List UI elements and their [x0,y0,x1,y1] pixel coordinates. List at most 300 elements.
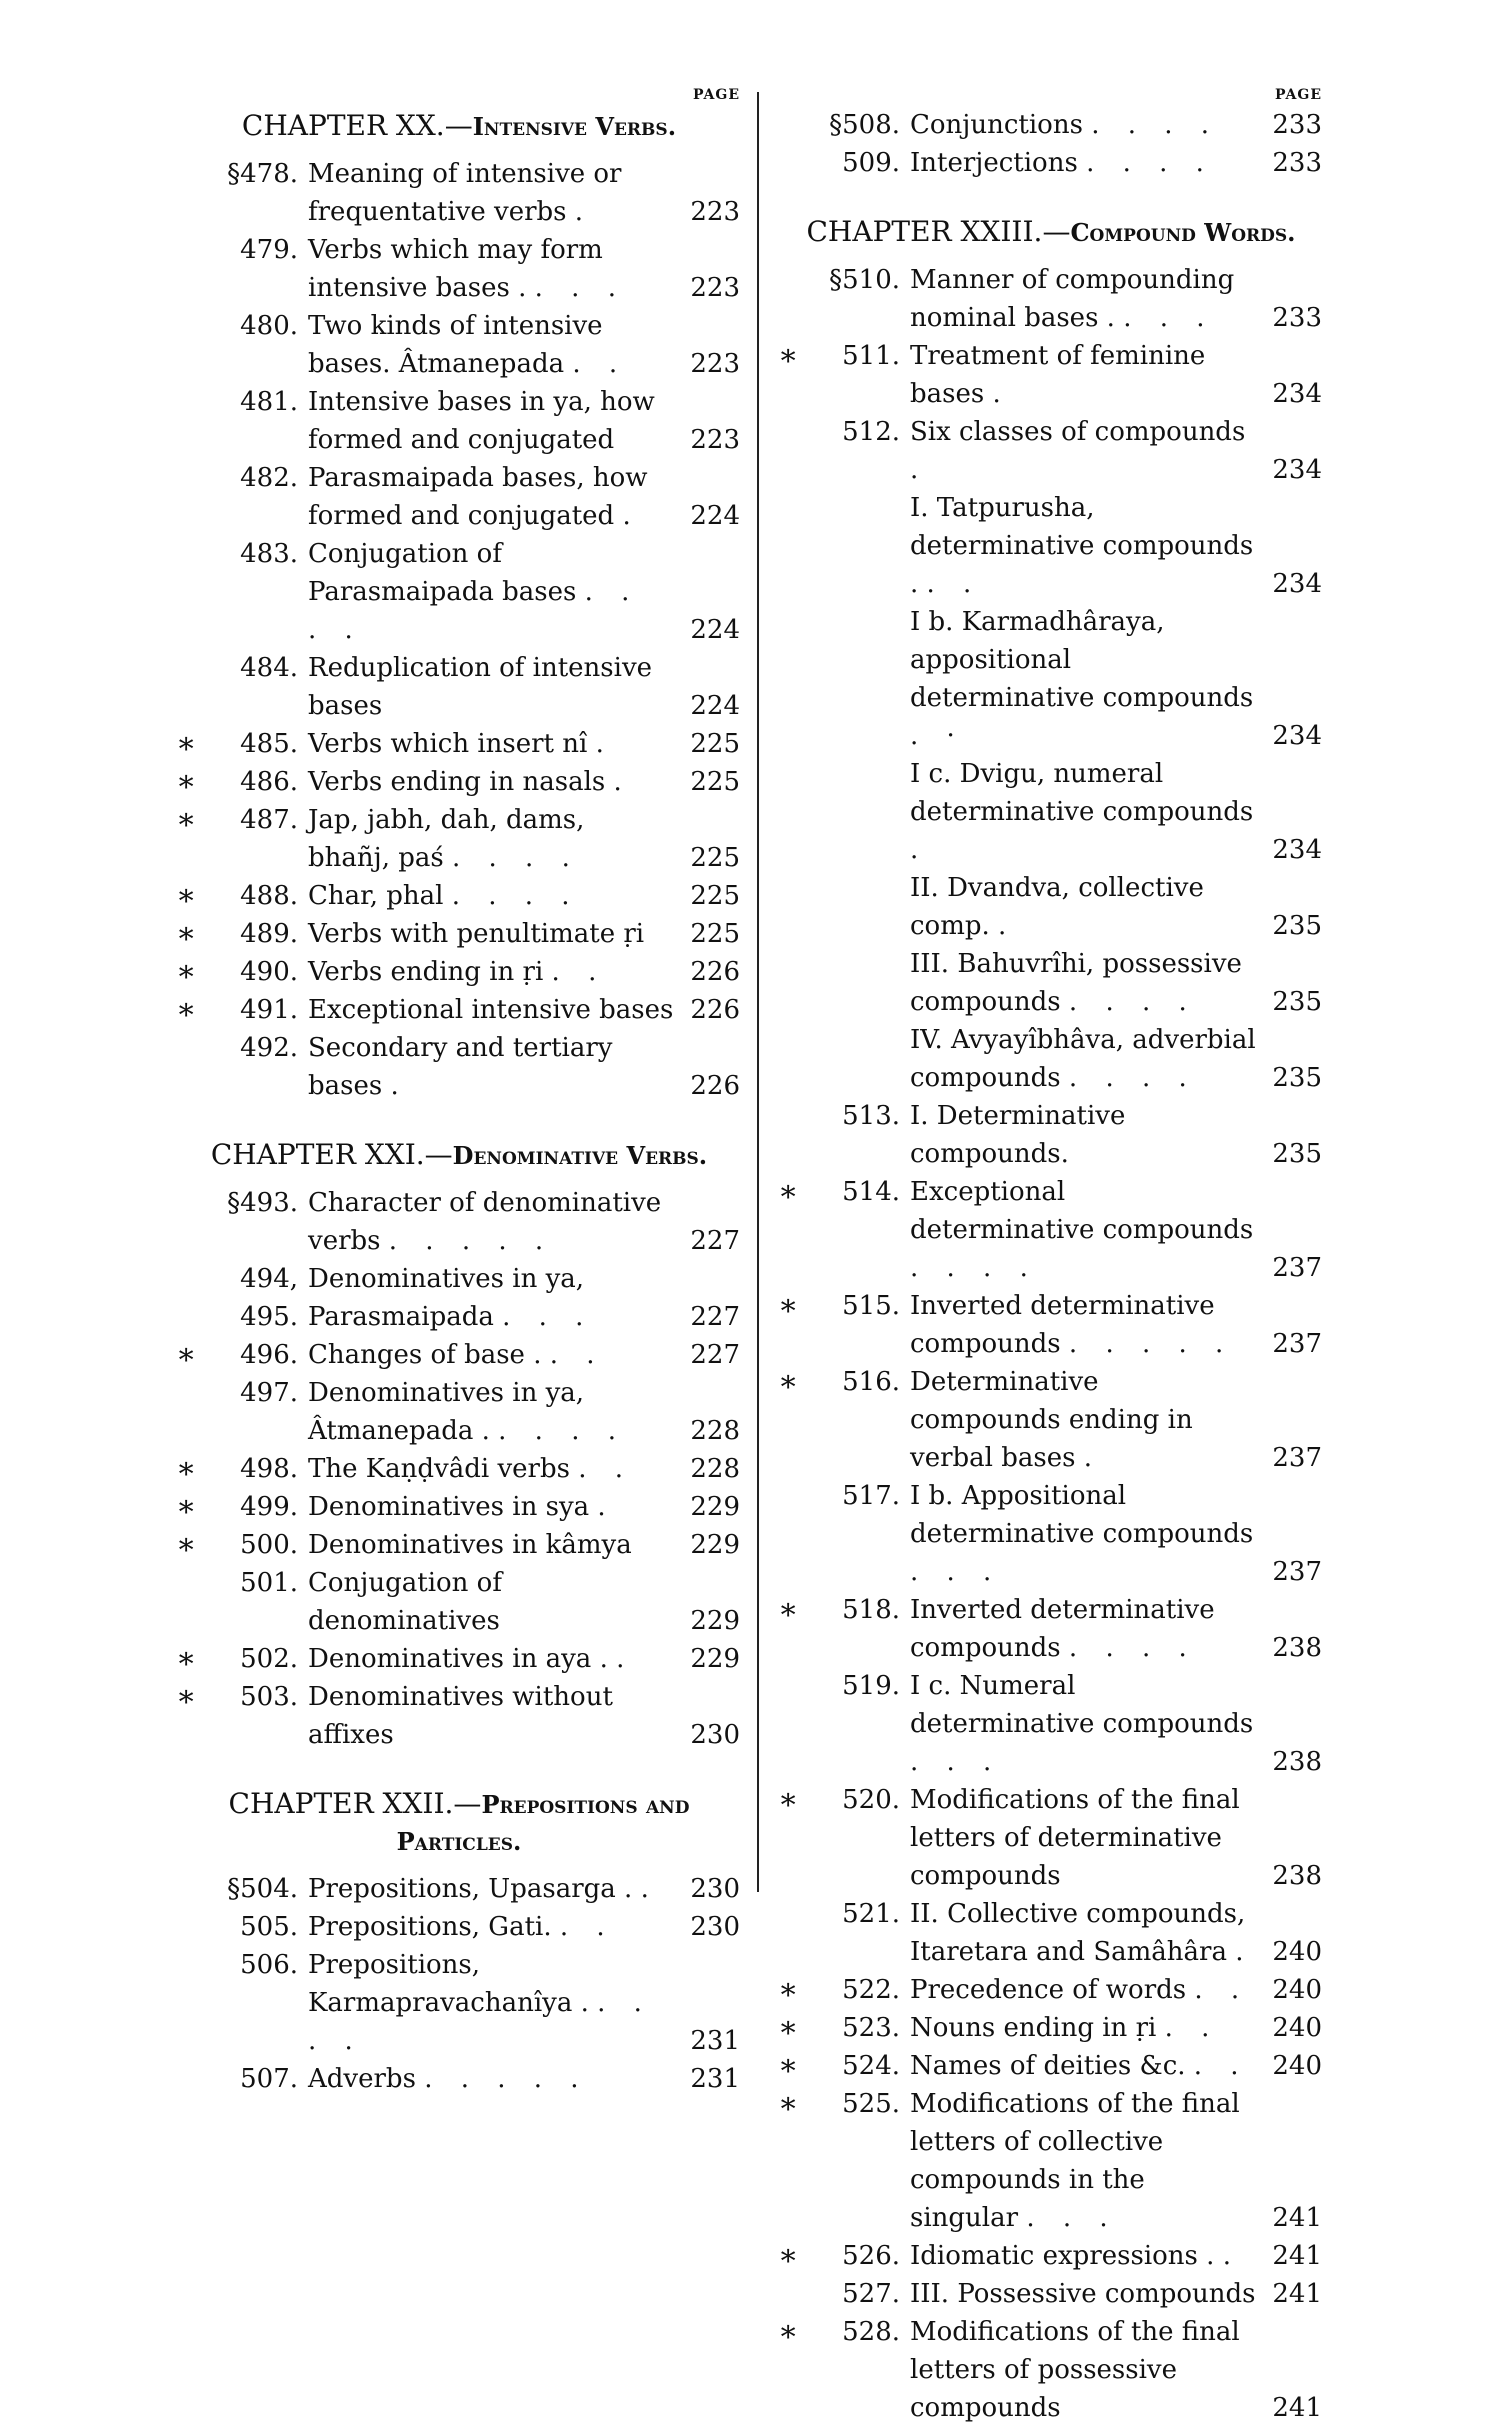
section-number: 483. [240,539,298,569]
section-number: 509. [842,148,900,178]
leader-dots: . . . . [498,1416,626,1446]
entry-title: Treatment of feminine bases . [910,341,1206,409]
toc-entry [178,991,740,1029]
asterisk-marker: ∗ [176,878,197,913]
entry-title: Determinative compounds ending in verbal bases [910,1367,1193,1473]
section-number: 517. [842,1481,900,1511]
leader-dots: . [616,1644,635,1674]
entry-title: Jap, jabh, dah, dams, bhañj, paś [308,805,585,873]
asterisk-marker: ∗ [778,1364,799,1399]
section-number: 512. [842,417,900,447]
section-number: 502. [240,1644,298,1674]
entry-text-block [308,1488,674,1526]
page-number: 230 [690,1912,740,1942]
page-number: 223 [690,425,740,455]
leader-dots: . . . . [1086,148,1214,178]
toc-entry [178,307,740,383]
subentry [780,603,1322,755]
entry-title: I. Tatpurusha, determinative compounds . [910,493,1254,599]
entry-title: Secondary and tertiary bases . [308,1033,613,1101]
chapter-heading [178,1786,740,1860]
entry-title: II. Collective compounds, Itaretara and Samâhâra . [910,1899,1246,1967]
entry-title: Nouns ending in ṛi [910,2013,1157,2043]
entry-text-block [308,155,674,231]
toc-entry [178,877,740,915]
entry-text-block [308,1870,674,1908]
leader-dots: . . . . [1091,110,1220,140]
leader-dots: . . . . . [388,1226,554,1256]
entry-title: Six classes of compounds [910,417,1246,447]
entry-text-block [308,649,674,725]
leader-dots: . · [910,721,965,751]
page-number: 228 [690,1454,740,1484]
chapter-title: CHAPTER XXIII.— [806,215,1071,248]
leader-dots: . [1222,2241,1241,2271]
section-number: 523. [842,2013,900,2043]
leader-dots: . [640,1874,659,1904]
page-number: 234 [1272,721,1322,751]
entry-text-block [910,2047,1256,2085]
leader-dots: . [622,501,641,531]
section-number: §504. [227,1874,298,1904]
toc-entry [178,535,740,649]
page-number: 229 [690,1530,740,1560]
section-number: 519. [842,1671,900,1701]
entry-text-block [308,231,674,307]
entry-list [780,1097,1322,2427]
leader-dots: . . . [1026,2203,1118,2233]
entry-title: Modifications of the final letters of collective compounds in the singular [910,2089,1240,2233]
entry-title: Denominatives in sya [308,1492,590,1522]
asterisk-marker: ∗ [778,1782,799,1817]
page-number: 233 [1272,148,1322,178]
entry-title: Reduplication of intensive bases [308,653,653,721]
leader-dots: . . [549,1340,605,1370]
toc-entry [178,915,740,953]
subentry-list [780,489,1322,1097]
page-number: 230 [690,1874,740,1904]
chapter-title: CHAPTER XX.— [241,109,473,142]
subentry [780,945,1322,1021]
entry-list [178,155,740,1105]
toc-entry [780,1363,1322,1477]
chapter-heading [780,214,1322,251]
asterisk-marker: ∗ [778,2048,799,2083]
toc-entry [178,953,740,991]
section-number: §493. [227,1188,298,1218]
page-number: 223 [690,197,740,227]
page-number: 223 [690,273,740,303]
page-number: 240 [1272,2051,1322,2081]
leader-dots: . [574,197,594,227]
entry-text-block [308,2060,674,2098]
section-number: 484. [240,653,298,683]
leader-dots: . . [551,957,607,987]
toc-entry [780,2275,1322,2313]
asterisk-marker: ∗ [176,1451,197,1486]
leader-dots: . . . . . [1068,1329,1234,1359]
page-number: 234 [1272,569,1322,599]
entry-title: Verbs ending in ṛi [308,957,544,987]
section-number: 514. [842,1177,900,1207]
chapter-subtitle: Intensive Verbs. [472,112,677,141]
entry-title: Two kinds of intensive bases. Âtmanepada [308,311,603,379]
asterisk-marker: ∗ [778,1288,799,1323]
page-number: 241 [1272,2393,1322,2423]
entry-text-block [910,261,1256,337]
entry-text-block [308,953,674,991]
section-number: 511. [842,341,900,371]
toc-entry [178,763,740,801]
entry-text-block [308,1029,674,1105]
entry-title: III. Possessive compounds [910,2279,1256,2309]
page-label: PAGE [693,87,740,103]
page-number: 240 [1272,2013,1322,2043]
page-number: 237 [1272,1443,1322,1473]
toc-entry [780,1971,1322,2009]
page-number: 237 [1272,1253,1322,1283]
section-number: 490. [240,957,298,987]
section-number: 492. [240,1033,298,1063]
section-number: 507. [240,2064,298,2094]
page-number: 241 [1272,2241,1322,2271]
leader-dots: . . . . [1068,1063,1197,1093]
section-number: 525. [842,2089,900,2119]
page-number: 229 [690,1492,740,1522]
entry-text-block [308,801,674,877]
entry-text-block [308,1184,674,1260]
toc-entry [178,725,740,763]
entry-title: Verbs with penultimate ṛi [308,919,645,949]
section-number: 515. [842,1291,900,1321]
section-number: §508. [829,110,900,140]
subentry [780,489,1322,603]
entry-title: Interjections [910,148,1078,178]
toc-entry [178,1450,740,1488]
toc-entry [780,1667,1322,1781]
column-divider [757,92,759,1892]
section-number: 503. [240,1682,298,1712]
page-number: 240 [1272,1937,1322,1967]
toc-entry [780,106,1322,144]
section-number: 479. [240,235,298,265]
section-number: 481. [240,387,298,417]
toc-entry [178,1640,740,1678]
page-number: 234 [1272,455,1322,485]
section-number: 506. [240,1950,298,1980]
entry-text-block [308,535,674,649]
leader-dots: . . . . [1068,1633,1197,1663]
section-number: 487. [240,805,298,835]
toc-entry [780,2047,1322,2085]
section-number: 520. [842,1785,900,1815]
entry-text-block [308,383,674,459]
toc-entry [780,1173,1322,1287]
page-number: 224 [690,691,740,721]
entry-text-block [308,307,674,383]
page-number: 235 [1272,987,1322,1017]
entry-list [178,1184,740,1754]
subentry [780,755,1322,869]
asterisk-marker: ∗ [176,726,197,761]
section-number: 485. [240,729,298,759]
entry-title: Denominatives in aya . [308,1644,608,1674]
leader-dots: . [910,455,929,485]
entry-text-block [308,1640,674,1678]
leader-dots: . . [926,569,982,599]
entry-text-block [910,869,1256,945]
chapter-heading [178,1137,740,1174]
toc-entry [178,1184,740,1260]
asterisk-marker: ∗ [176,916,197,951]
asterisk-marker: ∗ [176,1337,197,1372]
page-number: 238 [1272,1633,1322,1663]
section-number: 482. [240,463,298,493]
toc-entry [780,2313,1322,2427]
entry-text-block [308,1946,674,2060]
page-number: 233 [1272,110,1322,140]
page-number: 227 [690,1340,740,1370]
asterisk-marker: ∗ [176,1641,197,1676]
section-number: 498. [240,1454,298,1484]
entry-list [178,1870,740,2098]
leader-dots: . . . [502,1302,594,1332]
asterisk-marker: ∗ [778,1972,799,2007]
page-number: 241 [1272,2279,1322,2309]
entry-text-block [910,2313,1256,2427]
entry-text-block [910,1287,1256,1363]
entry-text-block [308,1450,674,1488]
entry-text-block [910,1781,1256,1895]
entry-text-block [308,877,674,915]
entry-title: Changes of base . [308,1340,542,1370]
page-number: 237 [1272,1329,1322,1359]
entry-title: I c. Dvigu, numeral determinative compounds [910,759,1254,827]
entry-list [780,106,1322,182]
asterisk-marker: ∗ [176,1527,197,1562]
entry-text-block [910,2275,1256,2313]
section-number: 499. [240,1492,298,1522]
entry-title: Precedence of words [910,1975,1187,2005]
entry-title: Modifications of the final letters of possessive compounds [910,2317,1240,2423]
page-number: 225 [690,767,740,797]
page-number: 235 [1272,1063,1322,1093]
entry-text-block [910,1477,1256,1591]
page-number: 238 [1272,1747,1322,1777]
page-label: PAGE [1275,87,1322,103]
page-number: 226 [690,1071,740,1101]
entry-text-block [910,2237,1256,2275]
toc-entry [780,1097,1322,1173]
entry-text-block [308,1678,674,1754]
entry-title: Exceptional determinative compounds [910,1177,1254,1245]
entry-title: II. Dvandva, collective comp. . [910,873,1204,941]
entry-text-block [910,413,1256,489]
section-number: 518. [842,1595,900,1625]
chapter-title: CHAPTER XXI.— [210,1138,453,1171]
entry-title: Prepositions, Karmapravachanîya . [308,1950,589,2018]
entry-text-block [910,489,1256,603]
section-number: 513. [842,1101,900,1131]
section-number: 489. [240,919,298,949]
toc-entry [178,1564,740,1640]
entry-text-block [910,755,1256,869]
entry-text-block [910,337,1256,413]
page-number: 234 [1272,379,1322,409]
entry-title: I b. Appositional determinative compounds [910,1481,1254,1549]
asterisk-marker: ∗ [176,992,197,1027]
section-number: §510. [829,265,900,295]
page-number: 227 [690,1302,740,1332]
leader-dots: . . . . [451,843,580,873]
toc-entry [178,2060,740,2098]
entry-title: Inverted determinative compounds [910,1291,1215,1359]
page-number: 223 [690,349,740,379]
chapter-title: CHAPTER XXII.— [228,1787,482,1820]
entry-title: Names of deities &c. [910,2051,1186,2081]
asterisk-marker: ∗ [778,1174,799,1209]
entry-title: Idiomatic expressions . [910,2241,1215,2271]
section-number: 526. [842,2241,900,2271]
asterisk-marker: ∗ [176,954,197,989]
entry-text-block [910,1097,1256,1173]
toc-entry [178,801,740,877]
entry-text-block [910,603,1256,755]
section-number: 521. [842,1899,900,1929]
entry-title: I b. Karmadhâraya, appositional determinative compounds [910,607,1254,713]
asterisk-marker: ∗ [176,764,197,799]
entry-text-block [308,459,674,535]
toc-entry [780,2009,1322,2047]
entry-title: Manner of compounding nominal bases . [910,265,1235,333]
page-number: 237 [1272,1557,1322,1587]
toc-entry [178,155,740,231]
entry-title: Adverbs [308,2064,416,2094]
toc-entry [780,1895,1322,1971]
page-number: 229 [690,1644,740,1674]
toc-entry [178,649,740,725]
page-number: 238 [1272,1861,1322,1891]
entry-text-block [910,945,1256,1021]
asterisk-marker: ∗ [176,1679,197,1714]
page-number: 235 [1272,911,1322,941]
leader-dots: . . . [910,1557,1002,1587]
entry-title: I c. Numeral determinative compounds [910,1671,1254,1739]
page-number: 241 [1272,2203,1322,2233]
entry-title: Conjugation of Parasmaipada bases [308,539,577,607]
entry-text-block [910,1021,1256,1097]
section-number: 488. [240,881,298,911]
toc-entry [178,1374,740,1450]
toc-entry [178,1336,740,1374]
entry-title: Prepositions, Upasarga . [308,1874,633,1904]
toc-entry [178,231,740,307]
section-number: 500. [240,1530,298,1560]
leader-dots: . [595,729,614,759]
asterisk-marker: ∗ [778,2238,799,2273]
entry-title: Intensive bases in ya, how formed and conjugated [308,387,655,455]
entry-title: Denominatives in ya, Âtmanepada . [308,1378,585,1446]
leader-dots: . . . [910,1747,1002,1777]
section-number: §478. [227,159,298,189]
section-number: 480. [240,311,298,341]
entry-text-block [910,2085,1256,2237]
toc-entry [780,261,1322,337]
page-number: 231 [690,2026,740,2056]
page-number: 233 [1272,303,1322,333]
section-number: 528. [842,2317,900,2347]
right-column [780,84,1322,2427]
leader-dots: . . [572,349,628,379]
leader-dots: . . [1193,2051,1249,2081]
page-number: 224 [690,501,740,531]
section-number: 527. [842,2279,900,2309]
entry-text-block [308,1908,674,1946]
entry-title: Meaning of intensive or frequentative verbs [308,159,622,227]
entry-title: III. Bahuvrîhi, possessive compounds [910,949,1242,1017]
chapter-heading [178,108,740,145]
entry-text-block [910,2009,1256,2047]
entry-title: Verbs ending in nasals . [308,767,622,797]
entry-title: Verbs which may form intensive bases . [308,235,603,303]
entry-text-block [910,1591,1256,1667]
entry-text-block [308,725,674,763]
leader-dots: . . . [1123,303,1215,333]
toc-entry [178,383,740,459]
chapter-subtitle: Denominative Verbs. [452,1141,708,1170]
entry-text-block [910,144,1256,182]
section-number: 501. [240,1568,298,1598]
entry-text-block [910,1667,1256,1781]
section-number: 524. [842,2051,900,2081]
toc-entry [780,1781,1322,1895]
toc-entry [780,144,1322,182]
section-number: 491. [240,995,298,1025]
toc-entry [780,2237,1322,2275]
subentry [780,1021,1322,1097]
toc-entry [178,1678,740,1754]
entry-text-block [910,106,1256,144]
leader-dots: . . . . [308,1988,652,2056]
entry-text-block [308,991,674,1029]
page-number: 229 [690,1606,740,1636]
entry-text-block [308,915,674,953]
entry-title: The Kaṇḍvâdi verbs [308,1454,570,1484]
page-number: 228 [690,1416,740,1446]
entry-text-block [308,763,674,801]
toc-entry [780,1477,1322,1591]
page-number: 225 [690,729,740,759]
leader-dots: . . . [534,273,626,303]
page-number: 225 [690,843,740,873]
leader-dots: . . . . [910,1253,1038,1283]
page-number: 240 [1272,1975,1322,2005]
page-number: 234 [1272,835,1322,865]
entry-title: Inverted determinative compounds [910,1595,1215,1663]
entry-text-block [910,1971,1256,2009]
page-number: 235 [1272,1139,1322,1169]
section-number: 505. [240,1912,298,1942]
page-number: 227 [690,1226,740,1256]
page-number: 224 [690,615,740,645]
page-number: 231 [690,2064,740,2094]
section-number: 522. [842,1975,900,2005]
entry-title: Conjugation of denominatives [308,1568,502,1636]
asterisk-marker: ∗ [778,2314,799,2349]
section-number: 494, 495. [240,1264,298,1332]
entry-title: Parasmaipada bases, how formed and conjugated [308,463,648,531]
leader-dots: . [910,835,929,865]
